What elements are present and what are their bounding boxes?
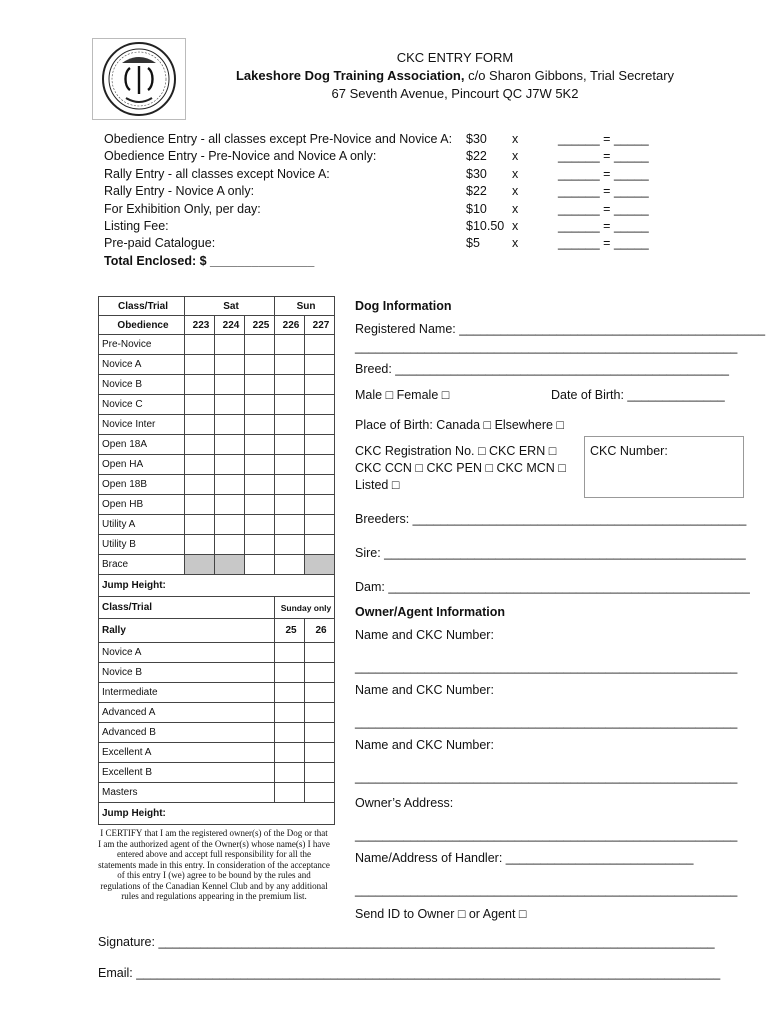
registered-name-field[interactable]: Registered Name: ____________________________________________ bbox=[355, 322, 766, 336]
table-row bbox=[99, 535, 335, 555]
entry-cell[interactable] bbox=[305, 475, 335, 495]
entry-cell[interactable] bbox=[215, 475, 245, 495]
rally-class-label: Advanced A bbox=[99, 703, 275, 723]
entry-cell[interactable] bbox=[215, 515, 245, 535]
fee-amount: $30 bbox=[466, 166, 487, 181]
entry-cell[interactable] bbox=[305, 355, 335, 375]
entry-cell[interactable] bbox=[275, 435, 305, 455]
fee-label: Obedience Entry - all classes except Pre-Novice and Novice A: bbox=[104, 132, 453, 146]
breed-field[interactable]: Breed: ________________________________________________ bbox=[355, 362, 729, 376]
entry-cell[interactable] bbox=[215, 495, 245, 515]
date-of-birth-field[interactable]: Date of Birth: ______________ bbox=[551, 388, 725, 402]
sat-header: Sat bbox=[185, 297, 275, 316]
entry-cell[interactable] bbox=[245, 535, 275, 555]
registered-name-line2[interactable]: _______________________________________________________ bbox=[355, 340, 738, 354]
table-row bbox=[99, 683, 335, 703]
dog-info-title: Dog Information bbox=[355, 299, 452, 313]
rally-class-label: Novice A bbox=[99, 643, 275, 663]
entry-cell[interactable] bbox=[305, 395, 335, 415]
entry-cell[interactable] bbox=[185, 535, 215, 555]
rally-class-trial-header: Class/Trial bbox=[99, 597, 275, 619]
entry-cell[interactable] bbox=[275, 663, 305, 683]
entry-cell[interactable] bbox=[275, 415, 305, 435]
table-row bbox=[99, 703, 335, 723]
entry-cell[interactable] bbox=[245, 555, 275, 575]
entry-cell[interactable] bbox=[305, 495, 335, 515]
entry-cell[interactable] bbox=[305, 415, 335, 435]
trial-number: 223 bbox=[185, 316, 215, 335]
entry-cell[interactable] bbox=[305, 683, 335, 703]
entry-cell[interactable] bbox=[185, 515, 215, 535]
fee-calc[interactable]: ______ = _____ bbox=[558, 132, 649, 146]
owner-info-title: Owner/Agent Information bbox=[355, 605, 505, 619]
rally-class-label: Novice B bbox=[99, 663, 275, 683]
rally-table bbox=[98, 596, 335, 825]
obedience-class-label: Open 18A bbox=[99, 435, 185, 455]
table-row bbox=[99, 723, 335, 743]
entry-cell[interactable] bbox=[305, 535, 335, 555]
trial-number: 225 bbox=[245, 316, 275, 335]
sun-header: Sun bbox=[275, 297, 335, 316]
entry-cell[interactable] bbox=[305, 663, 335, 683]
entry-cell[interactable] bbox=[305, 515, 335, 535]
obedience-class-label: Pre-Novice bbox=[99, 335, 185, 355]
table-row bbox=[99, 415, 335, 435]
table-row bbox=[99, 335, 335, 355]
owner-name-label-3: Name and CKC Number: bbox=[355, 738, 494, 752]
fee-x: x bbox=[512, 149, 519, 164]
entry-cell bbox=[185, 555, 215, 575]
trial-number: 226 bbox=[275, 316, 305, 335]
fee-calc[interactable]: ______ = _____ bbox=[558, 218, 649, 233]
entry-cell[interactable] bbox=[185, 455, 215, 475]
fee-label: For Exhibition Only, per day: bbox=[104, 201, 261, 216]
fee-x: x bbox=[512, 184, 519, 199]
obedience-class-label: Open 18B bbox=[99, 475, 185, 495]
email-field[interactable]: Email: ____________________________________________________________________________________ bbox=[98, 966, 721, 980]
obedience-class-label: Open HB bbox=[99, 495, 185, 515]
entry-cell[interactable] bbox=[215, 455, 245, 475]
fee-amount: $10.50 bbox=[466, 218, 505, 233]
ckc-number-box[interactable] bbox=[584, 436, 744, 498]
entry-cell[interactable] bbox=[275, 355, 305, 375]
table-row bbox=[99, 395, 335, 415]
total-label: Total Enclosed: $ _______________ bbox=[104, 253, 315, 268]
association-line bbox=[190, 68, 720, 83]
fee-x: x bbox=[512, 236, 519, 251]
entry-cell[interactable] bbox=[275, 475, 305, 495]
obedience-class-label: Brace bbox=[99, 555, 185, 575]
obedience-class-label: Novice C bbox=[99, 395, 185, 415]
entry-cell[interactable] bbox=[215, 435, 245, 455]
entry-cell[interactable] bbox=[245, 395, 275, 415]
address-line: 67 Seventh Avenue, Pincourt QC J7W 5K2 bbox=[331, 86, 579, 101]
entry-cell[interactable] bbox=[185, 415, 215, 435]
entry-cell[interactable] bbox=[245, 455, 275, 475]
place-of-birth-checkboxes[interactable]: Place of Birth: Canada □ Elsewhere □ bbox=[355, 418, 564, 432]
obedience-class-label: Open HA bbox=[99, 455, 185, 475]
entry-cell[interactable] bbox=[185, 375, 215, 395]
send-id-checkboxes[interactable]: Send ID to Owner □ or Agent □ bbox=[355, 907, 527, 921]
owner-name-line-3[interactable]: _______________________________________________________ bbox=[355, 770, 738, 784]
entry-cell[interactable] bbox=[245, 415, 275, 435]
fee-calc[interactable]: ______ = _____ bbox=[558, 149, 649, 164]
entry-cell[interactable] bbox=[305, 375, 335, 395]
fee-label: Rally Entry - Novice A only: bbox=[104, 184, 255, 199]
fee-amount: $10 bbox=[466, 201, 487, 216]
entry-cell[interactable] bbox=[275, 683, 305, 703]
trial-number: 224 bbox=[215, 316, 245, 335]
fee-calc[interactable]: ______ = _____ bbox=[558, 184, 649, 199]
entry-cell[interactable] bbox=[305, 743, 335, 763]
obedience-class-label: Utility A bbox=[99, 515, 185, 535]
entry-cell[interactable] bbox=[245, 495, 275, 515]
entry-cell[interactable] bbox=[215, 335, 245, 355]
entry-cell[interactable] bbox=[215, 355, 245, 375]
owner-name-label-1: Name and CKC Number: bbox=[355, 628, 494, 642]
sex-checkboxes[interactable]: Male □ Female □ bbox=[355, 388, 450, 402]
fee-amount: $22 bbox=[466, 184, 487, 199]
entry-cell[interactable] bbox=[185, 395, 215, 415]
rally-class-label: Advanced B bbox=[99, 723, 275, 743]
fee-amount: $22 bbox=[466, 149, 487, 164]
rally-class-label: Excellent A bbox=[99, 743, 275, 763]
entry-cell[interactable] bbox=[185, 495, 215, 515]
association-logo bbox=[92, 38, 186, 120]
fee-calc[interactable]: ______ = _____ bbox=[558, 201, 649, 216]
entry-cell[interactable] bbox=[215, 415, 245, 435]
entry-cell[interactable] bbox=[275, 455, 305, 475]
entry-cell[interactable] bbox=[305, 435, 335, 455]
entry-cell[interactable] bbox=[215, 395, 245, 415]
entry-cell[interactable] bbox=[245, 515, 275, 535]
entry-cell[interactable] bbox=[305, 643, 335, 663]
trial-number: 25 bbox=[275, 619, 305, 643]
table-row bbox=[99, 643, 335, 663]
rally-jump-height[interactable]: Jump Height: bbox=[99, 803, 335, 825]
entry-cell[interactable] bbox=[215, 535, 245, 555]
owner-name-label-2: Name and CKC Number: bbox=[355, 683, 494, 697]
entry-cell[interactable] bbox=[275, 763, 305, 783]
owner-name-line-2[interactable]: _______________________________________________________ bbox=[355, 715, 738, 729]
fee-label: Pre-paid Catalogue: bbox=[104, 236, 216, 251]
registration-listed[interactable]: Listed □ bbox=[355, 478, 400, 492]
obedience-class-label: Novice Inter bbox=[99, 415, 185, 435]
entry-cell[interactable] bbox=[245, 355, 275, 375]
rally-class-label: Masters bbox=[99, 783, 275, 803]
entry-cell[interactable] bbox=[275, 335, 305, 355]
fee-x: x bbox=[512, 201, 519, 216]
entry-cell[interactable] bbox=[275, 643, 305, 663]
entry-cell[interactable] bbox=[215, 375, 245, 395]
form-title: CKC ENTRY FORM bbox=[396, 50, 514, 65]
entry-cell[interactable] bbox=[275, 703, 305, 723]
entry-cell bbox=[215, 555, 245, 575]
certification-text: I CERTIFY that I am the registered owner(s) of the Dog or that I am the authorized agent of the Owner(s) whose name(s) I have entered above and accept full responsibility for all the statements made in this entry. In consideration of the acceptance of this entry I (we) agree to be bound by the rules and regulations of the Canadian Kennel Club and by any additional rules and regulations appearing in the premium list. bbox=[98, 828, 330, 901]
entry-cell bbox=[305, 555, 335, 575]
ckc-number-label: CKC Number: bbox=[590, 444, 668, 458]
entry-cell[interactable] bbox=[305, 335, 335, 355]
fee-x: x bbox=[512, 166, 519, 181]
trial-number: 26 bbox=[305, 619, 335, 643]
sunday-only-header: Sunday only bbox=[275, 597, 335, 619]
entry-cell[interactable] bbox=[305, 723, 335, 743]
fee-x: x bbox=[512, 218, 519, 233]
entry-cell[interactable] bbox=[275, 395, 305, 415]
fee-label: Listing Fee: bbox=[104, 218, 169, 233]
entry-cell[interactable] bbox=[275, 515, 305, 535]
handler-line[interactable]: _______________________________________________________ bbox=[355, 883, 738, 897]
entry-cell[interactable] bbox=[185, 475, 215, 495]
obedience-class-label: Novice B bbox=[99, 375, 185, 395]
obedience-class-label: Utility B bbox=[99, 535, 185, 555]
table-row bbox=[99, 495, 335, 515]
table-row bbox=[99, 555, 335, 575]
registration-type-2[interactable]: CKC CCN □ CKC PEN □ CKC MCN □ bbox=[355, 461, 566, 475]
fee-label: Obedience Entry - Pre-Novice and Novice A only: bbox=[104, 149, 377, 164]
entry-cell[interactable] bbox=[185, 355, 215, 375]
owner-address-line[interactable]: _______________________________________________________ bbox=[355, 828, 738, 842]
fee-label: Rally Entry - all classes except Novice A: bbox=[104, 166, 330, 181]
entry-cell[interactable] bbox=[275, 555, 305, 575]
table-row bbox=[99, 375, 335, 395]
rally-subheader: Rally bbox=[99, 619, 275, 643]
rally-class-label: Intermediate bbox=[99, 683, 275, 703]
obedience-class-trial-header: Class/Trial bbox=[99, 297, 185, 316]
fee-calc[interactable]: ______ = _____ bbox=[558, 236, 649, 251]
fee-amount: $30 bbox=[466, 132, 487, 146]
entry-cell[interactable] bbox=[245, 435, 275, 455]
obedience-class-label: Novice A bbox=[99, 355, 185, 375]
entry-cell[interactable] bbox=[305, 783, 335, 803]
handler-field[interactable]: Name/Address of Handler: ___________________________ bbox=[355, 851, 694, 865]
table-row bbox=[99, 743, 335, 763]
table-row bbox=[99, 355, 335, 375]
entry-cell[interactable] bbox=[185, 435, 215, 455]
association-name: Lakeshore Dog Training Association, bbox=[235, 68, 465, 83]
entry-cell[interactable] bbox=[245, 335, 275, 355]
table-row bbox=[99, 515, 335, 535]
entry-cell[interactable] bbox=[275, 783, 305, 803]
obedience-subheader: Obedience bbox=[99, 316, 185, 335]
table-row bbox=[99, 475, 335, 495]
fee-amount: $5 bbox=[466, 236, 480, 251]
signature-field[interactable]: Signature: ________________________________________________________________________________ bbox=[98, 935, 715, 949]
registration-type-1[interactable]: CKC Registration No. □ CKC ERN □ bbox=[355, 444, 557, 458]
owner-address-label: Owner’s Address: bbox=[355, 796, 454, 810]
entry-cell[interactable] bbox=[275, 743, 305, 763]
entry-cell[interactable] bbox=[275, 495, 305, 515]
entry-cell[interactable] bbox=[275, 535, 305, 555]
secretary: c/o Sharon Gibbons, Trial Secretary bbox=[464, 68, 675, 83]
fee-x: x bbox=[512, 132, 519, 146]
entry-cell[interactable] bbox=[245, 475, 275, 495]
entry-cell[interactable] bbox=[275, 375, 305, 395]
entry-cell[interactable] bbox=[185, 335, 215, 355]
table-row bbox=[99, 663, 335, 683]
fee-calc[interactable]: ______ = _____ bbox=[558, 166, 649, 181]
table-row bbox=[99, 763, 335, 783]
entry-cell[interactable] bbox=[305, 703, 335, 723]
entry-cell[interactable] bbox=[305, 763, 335, 783]
sire-field[interactable]: Sire: ____________________________________________________ bbox=[355, 546, 746, 560]
owner-name-line-1[interactable]: _______________________________________________________ bbox=[355, 660, 738, 674]
table-row bbox=[99, 435, 335, 455]
rally-class-label: Excellent B bbox=[99, 763, 275, 783]
entry-cell[interactable] bbox=[305, 455, 335, 475]
entry-cell[interactable] bbox=[245, 375, 275, 395]
obedience-jump-height[interactable]: Jump Height: bbox=[99, 575, 335, 597]
obedience-table bbox=[98, 296, 335, 597]
breeders-field[interactable]: Breeders: ________________________________________________ bbox=[355, 512, 747, 526]
table-row bbox=[99, 783, 335, 803]
trial-number: 227 bbox=[305, 316, 335, 335]
dam-field[interactable]: Dam: ____________________________________________________ bbox=[355, 580, 750, 594]
table-row bbox=[99, 455, 335, 475]
entry-cell[interactable] bbox=[275, 723, 305, 743]
